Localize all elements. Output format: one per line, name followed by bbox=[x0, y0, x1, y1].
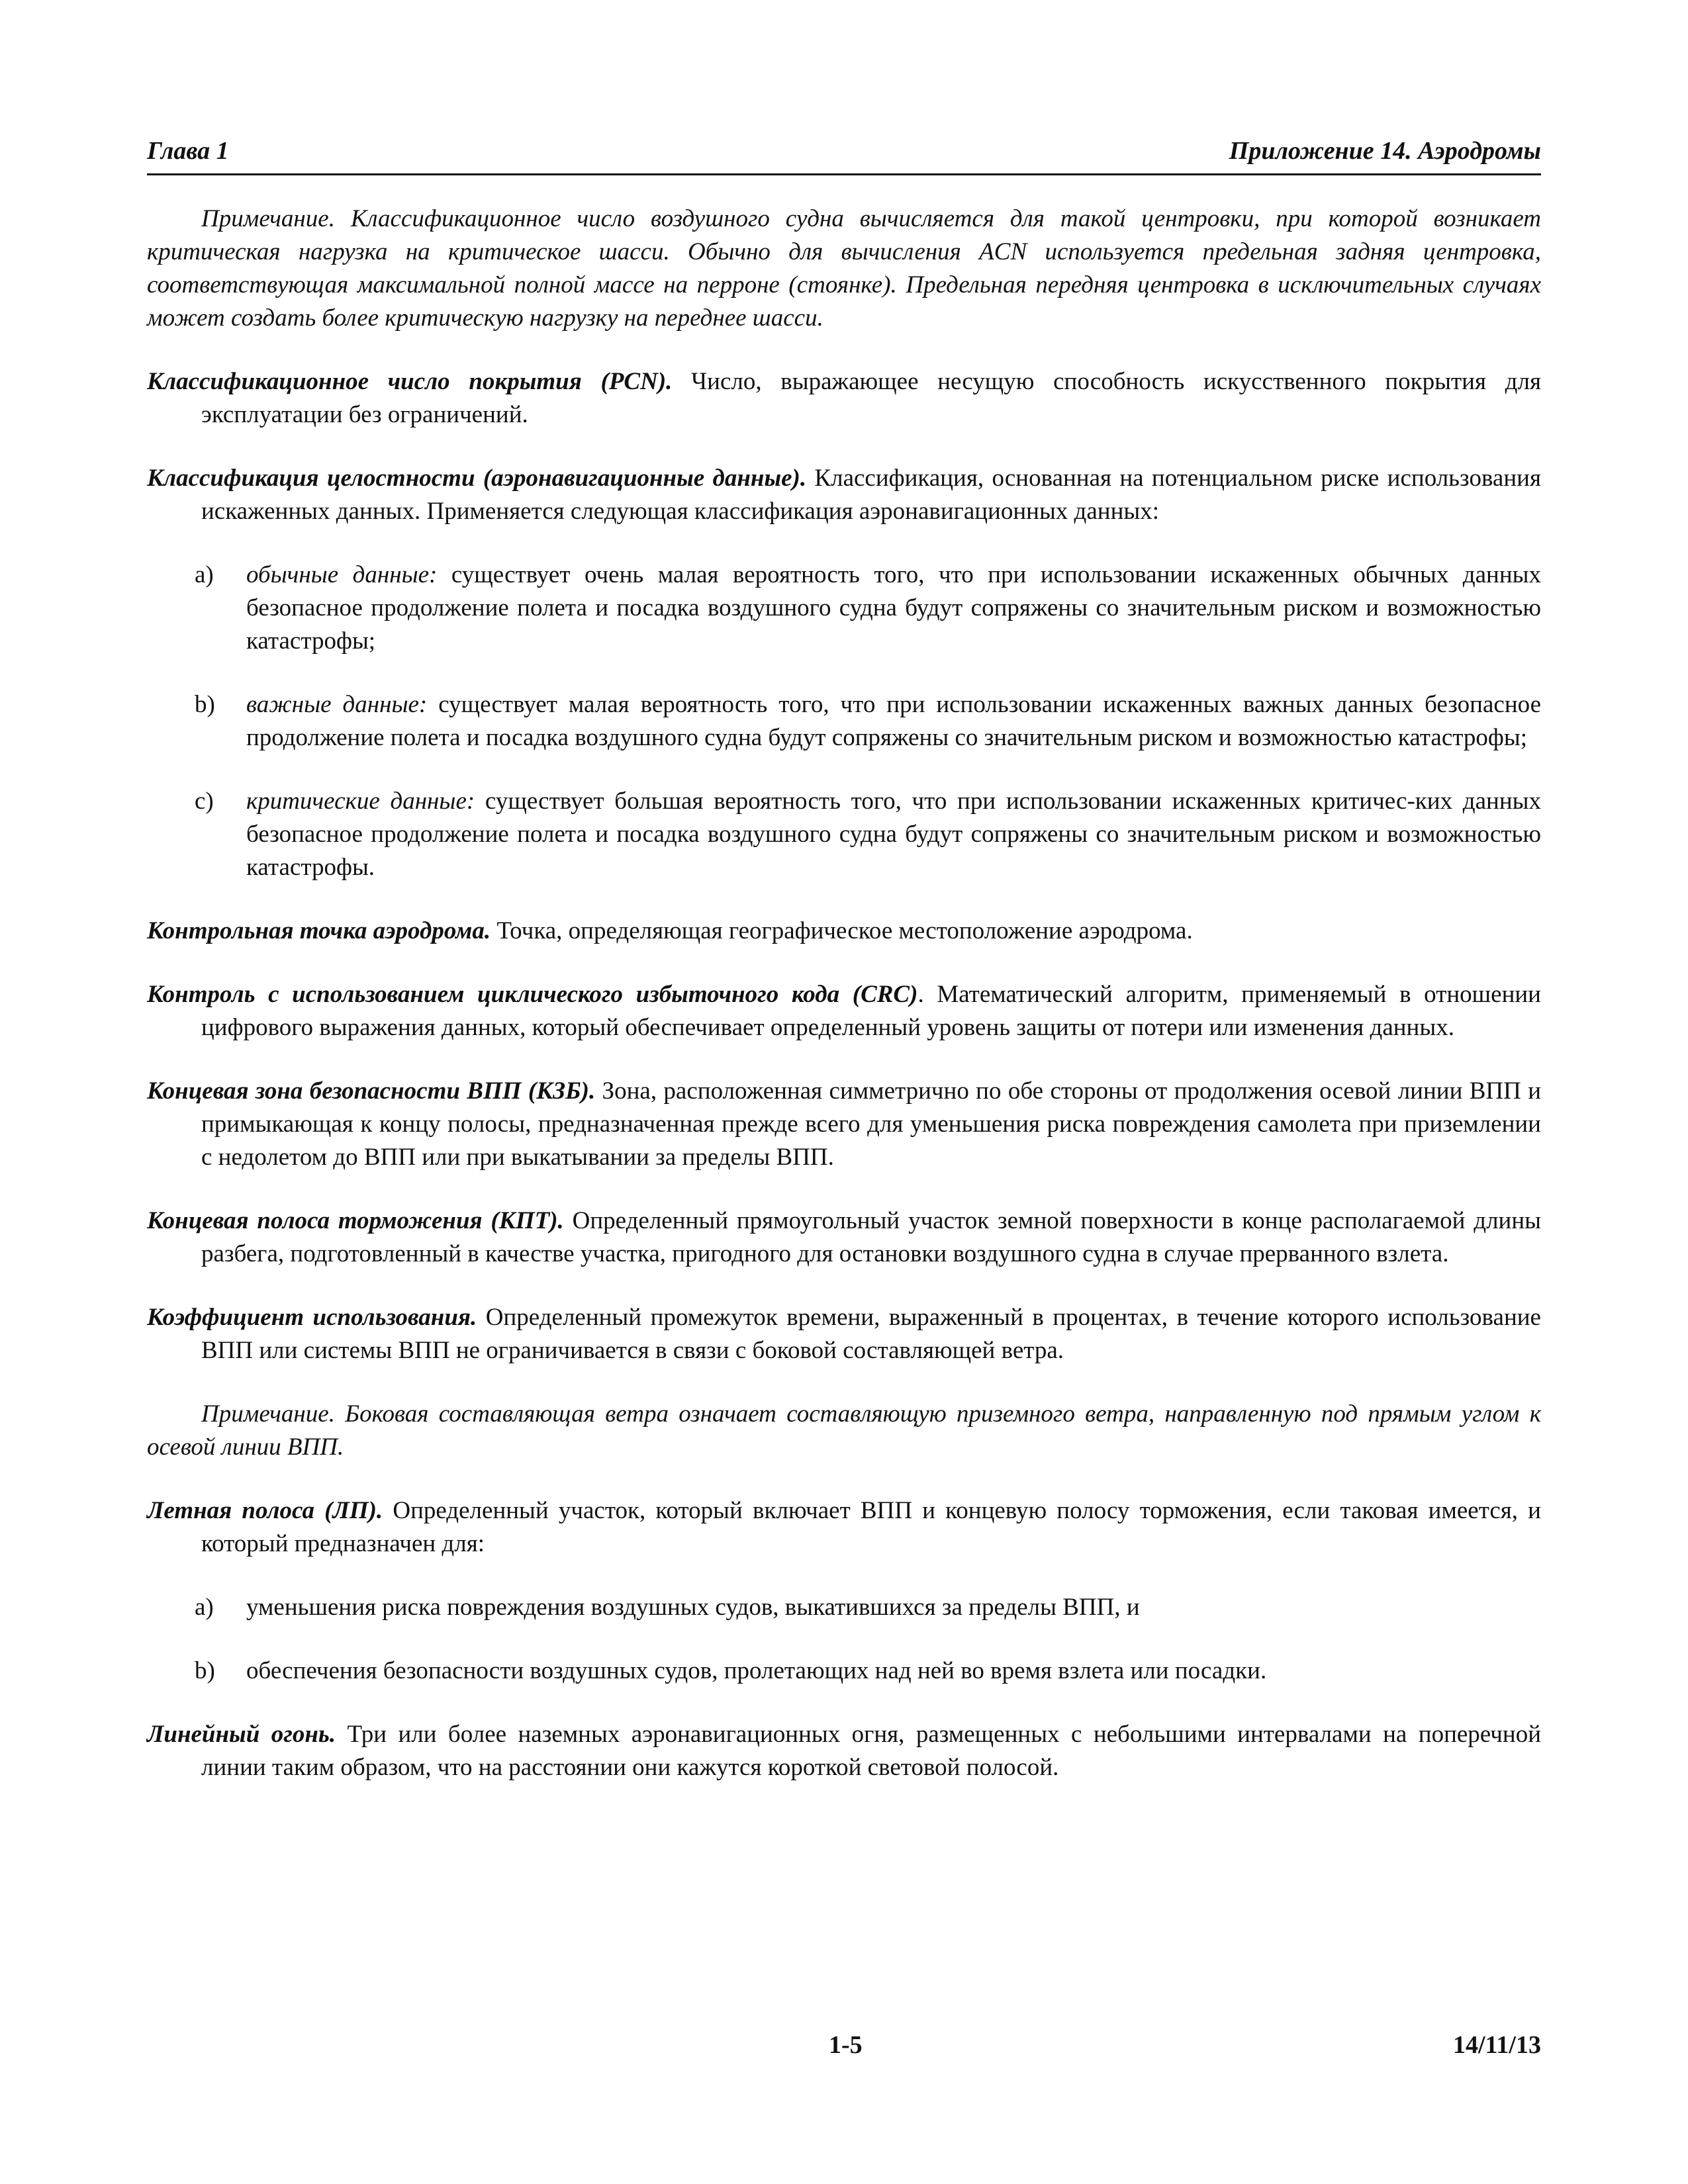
note-crosswind: Примечание. Боковая составляющая ветра означает составляющую приземного ветра, направленную под прямым углом к осевой линии ВПП. bbox=[147, 1400, 1541, 1461]
definition-arp bbox=[147, 915, 1541, 948]
item-term: критические данные: bbox=[246, 788, 475, 815]
list-item bbox=[147, 559, 1541, 658]
text-barrette: Три или более наземных аэронавигационных огня, размещенных с небольшими интервалами на поперечной линии таким образом, что на расстоянии они кажутся короткой световой полосой. bbox=[201, 1721, 1542, 1781]
term-arp: Контрольная точка аэродрома. bbox=[147, 917, 491, 944]
term-resa: Концевая зона безопасности ВПП (КЗБ). bbox=[147, 1077, 596, 1105]
page-body bbox=[147, 203, 1541, 1815]
annex-title: Приложение 14. Аэродромы bbox=[1229, 137, 1541, 165]
item-term: важные данные: bbox=[246, 691, 428, 718]
term-stopway: Концевая полоса торможения (КПТ). bbox=[147, 1207, 564, 1234]
item-text: уменьшения риска повреждения воздушных судов, выкатившихся за пределы ВПП, и bbox=[246, 1594, 1140, 1621]
definition-barrette bbox=[147, 1718, 1541, 1784]
definition-pcn bbox=[147, 365, 1541, 432]
term-integrity: Классификация целостности (аэронавигационные данные). bbox=[147, 465, 807, 492]
term-barrette: Линейный огонь. bbox=[147, 1721, 336, 1748]
item-label: a) bbox=[195, 1594, 214, 1621]
item-text: обеспечения безопасности воздушных судов, пролетающих над ней во время взлета или посадки. bbox=[246, 1657, 1267, 1684]
definition-usability bbox=[147, 1301, 1541, 1367]
term-strip: Летная полоса (ЛП). bbox=[147, 1497, 383, 1524]
text-resa: Зона, расположенная симметрично по обе стороны от продолжения осевой линии ВПП и примыкающая к концу полосы, предназначенная прежде всего для уменьшения риска повреждения самолета при приземлении с недолетом до ВПП или при выкатывании за пределы ВПП. bbox=[201, 1077, 1541, 1171]
list-item bbox=[147, 1591, 1541, 1624]
item-term: обычные данные: bbox=[246, 561, 438, 588]
definition-resa bbox=[147, 1075, 1541, 1174]
term-pcn: Классификационное число покрытия (PCN). bbox=[147, 368, 673, 395]
page-footer bbox=[147, 2030, 1541, 2064]
page-number: 1-5 bbox=[829, 2031, 863, 2059]
item-text: существует очень малая вероятность того, что при использовании искаженных обычных данных безопасное продолжение полета и посадка воздушного судна будут сопряжены со значительным риском и возможностью катастрофы; bbox=[246, 561, 1541, 655]
item-text: существует большая вероятность того, что при использовании искаженных критичес-ких данных безопасное продолжение полета и посадка воздушного судна будут сопряжены со значительным риском и возможностью катастрофы. bbox=[246, 788, 1541, 881]
definition-strip bbox=[147, 1494, 1541, 1561]
item-label: b) bbox=[195, 1657, 215, 1684]
list-item bbox=[147, 688, 1541, 754]
revision-date: 14/11/13 bbox=[1452, 2031, 1541, 2059]
note-acn: Примечание. Классификационное число воздушного судна вычисляется для такой центровки, при которой возникает критическая нагрузка на критическое шасси. Обычно для вычисления ACN используется предельная задняя центровка, соответствующая максимальной полной массе на перроне (стоянке). Предельная передняя центровка в исключительных случаях может создать более критическую нагрузку на переднее шасси. bbox=[147, 205, 1541, 332]
definition-stopway bbox=[147, 1205, 1541, 1271]
item-label: b) bbox=[195, 691, 215, 718]
text-usability: Определенный промежуток времени, выраженный в процентах, в течение которого использование ВПП или системы ВПП не ограничивается в связи с боковой составляющей ветра. bbox=[201, 1304, 1541, 1364]
text-integrity: Классификация, основанная на потенциальном риске использования искаженных данных. Применяется следующая классификация аэронавигационных данных: bbox=[201, 465, 1541, 525]
text-crc: . Математический алгоритм, применяемый в отношении цифрового выражения данных, который обеспечивает определенный уровень защиты от потери или изменения данных. bbox=[201, 981, 1541, 1041]
definition-crc bbox=[147, 978, 1541, 1044]
list-item bbox=[147, 1655, 1541, 1688]
text-arp: Точка, определяющая географическое местоположение аэродрома. bbox=[491, 917, 1193, 944]
term-usability: Коэффициент использования. bbox=[147, 1304, 477, 1331]
item-label: c) bbox=[195, 788, 214, 815]
term-crc: Контроль с использованием циклического избыточного кода (CRC) bbox=[147, 981, 918, 1008]
definition-integrity bbox=[147, 462, 1541, 528]
page-header bbox=[147, 131, 1541, 175]
chapter-title: Глава 1 bbox=[147, 137, 229, 165]
item-label: a) bbox=[195, 561, 214, 588]
text-strip: Определенный участок, который включает ВПП и концевую полосу торможения, если таковая имеется, и который предназначен для: bbox=[201, 1497, 1541, 1557]
text-pcn: Число, выражающее несущую способность искусственного покрытия для эксплуатации без ограничений. bbox=[201, 368, 1541, 428]
list-item bbox=[147, 785, 1541, 884]
text-stopway: Определенный прямоугольный участок земной поверхности в конце располагаемой длины разбега, подготовленный в качестве участка, пригодного для остановки воздушного судна в случае прерванного взлета. bbox=[201, 1207, 1541, 1267]
item-text: существует малая вероятность того, что при использовании искаженных важных данных безопасное продолжение полета и посадка воздушного судна будут сопряжены со значительным риском и возможностью катастрофы; bbox=[246, 691, 1541, 751]
